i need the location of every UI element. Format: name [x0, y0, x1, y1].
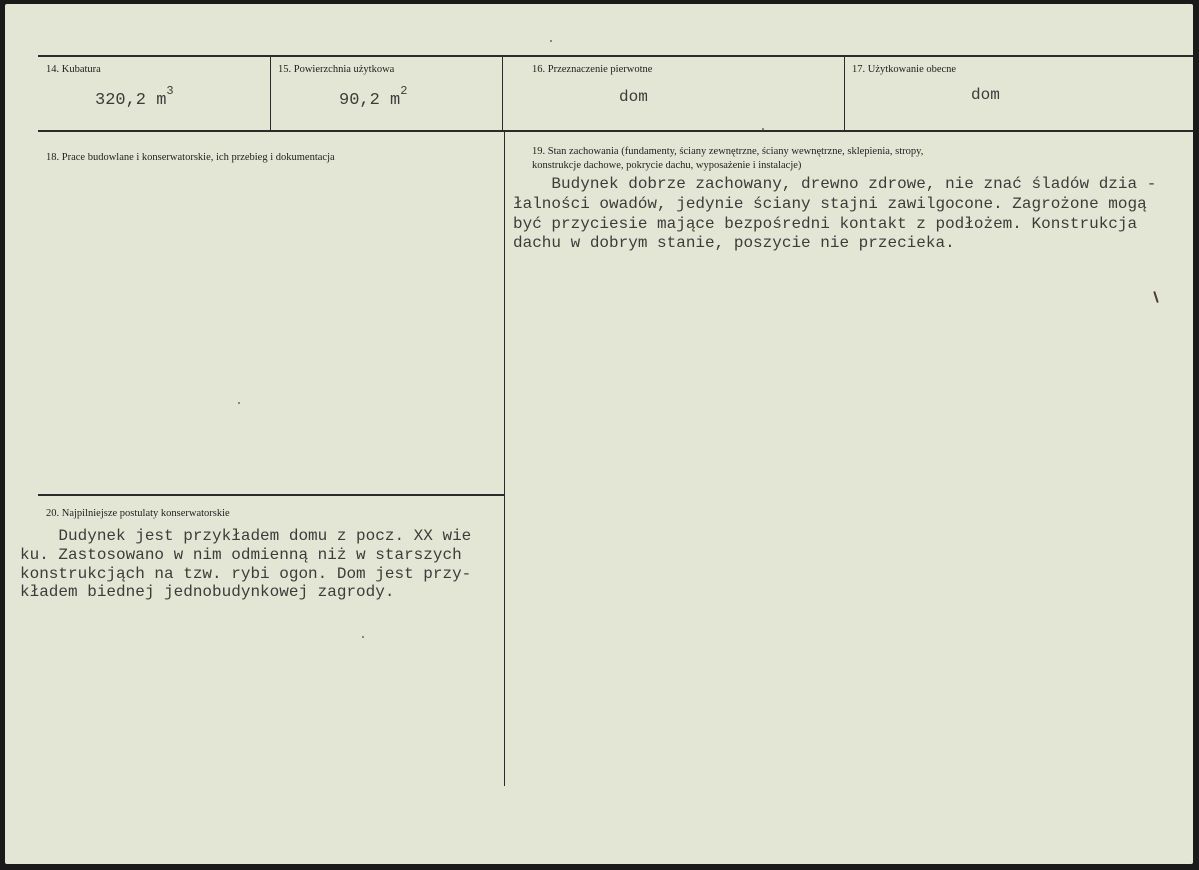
postulaty-text-line-3: konstrukcjąch na tzw. rybi ogon. Dom jest przy- [20, 565, 472, 583]
divider-15-16 [502, 55, 503, 132]
postulaty-text-line-1: Dudynek jest przykładem domu z pocz. XX wie [20, 527, 472, 545]
postulaty-text-line-4: kładem biednej jednobudynkowej zagrody. [20, 583, 395, 601]
pencil-mark [1153, 291, 1159, 303]
kubatura-value-text: 320,2 m [95, 91, 167, 110]
stan-label-line1: 19. Stan zachowania (fundamenty, ściany zewnętrzne, ściany wewnętrzne, sklepienia, stropy, [532, 146, 924, 157]
postulaty-label: 20. Najpilniejsze postulaty konserwatorskie [46, 508, 230, 519]
paper-speck [362, 636, 364, 638]
powierzchnia-value-text: 90,2 m [339, 91, 401, 110]
middle-rule [38, 130, 1193, 132]
record-card [5, 4, 1193, 864]
paper-speck [238, 402, 240, 404]
divider-14-15 [270, 55, 271, 132]
uzytkowanie-value: dom [971, 86, 1000, 104]
top-rule [38, 55, 1193, 57]
stan-text-line-1: Budynek dobrze zachowany, drewno zdrowe, nie znać śladów dzia - [513, 175, 1157, 193]
kubatura-label: 14. Kubatura [46, 64, 101, 75]
paper-speck [762, 128, 764, 130]
powierzchnia-value [339, 84, 408, 111]
stan-text-line-4: dachu w dobrym stanie, poszycie nie przecieka. [513, 234, 955, 252]
divider-main [504, 130, 505, 786]
kubatura-value [95, 84, 174, 111]
powierzchnia-label: 15. Powierzchnia użytkowa [278, 64, 395, 75]
uzytkowanie-label: 17. Użytkowanie obecne [852, 64, 957, 75]
prace-label: 18. Prace budowlane i konserwatorskie, ich przebieg i dokumentacja [46, 152, 335, 163]
powierzchnia-unit-exponent: 2 [400, 84, 408, 98]
stan-label-line2: konstrukcje dachowe, pokrycie dachu, wyposażenie i instalacje) [532, 160, 802, 171]
przeznaczenie-value: dom [619, 88, 648, 106]
kubatura-unit-exponent: 3 [166, 84, 174, 98]
divider-16-17 [844, 55, 845, 132]
lower-left-rule [38, 494, 505, 496]
stan-text-line-3: być przyciesie mające bezpośredni kontakt z podłożem. Konstrukcja [513, 215, 1138, 233]
postulaty-text-line-2: ku. Zastosowano w nim odmienną niż w starszych [20, 546, 462, 564]
paper-speck [550, 40, 552, 42]
stan-text-line-2: łalności owadów, jedynie ściany stajni zawilgocone. Zagrożone mogą [513, 195, 1147, 213]
przeznaczenie-label: 16. Przeznaczenie pierwotne [532, 64, 653, 75]
